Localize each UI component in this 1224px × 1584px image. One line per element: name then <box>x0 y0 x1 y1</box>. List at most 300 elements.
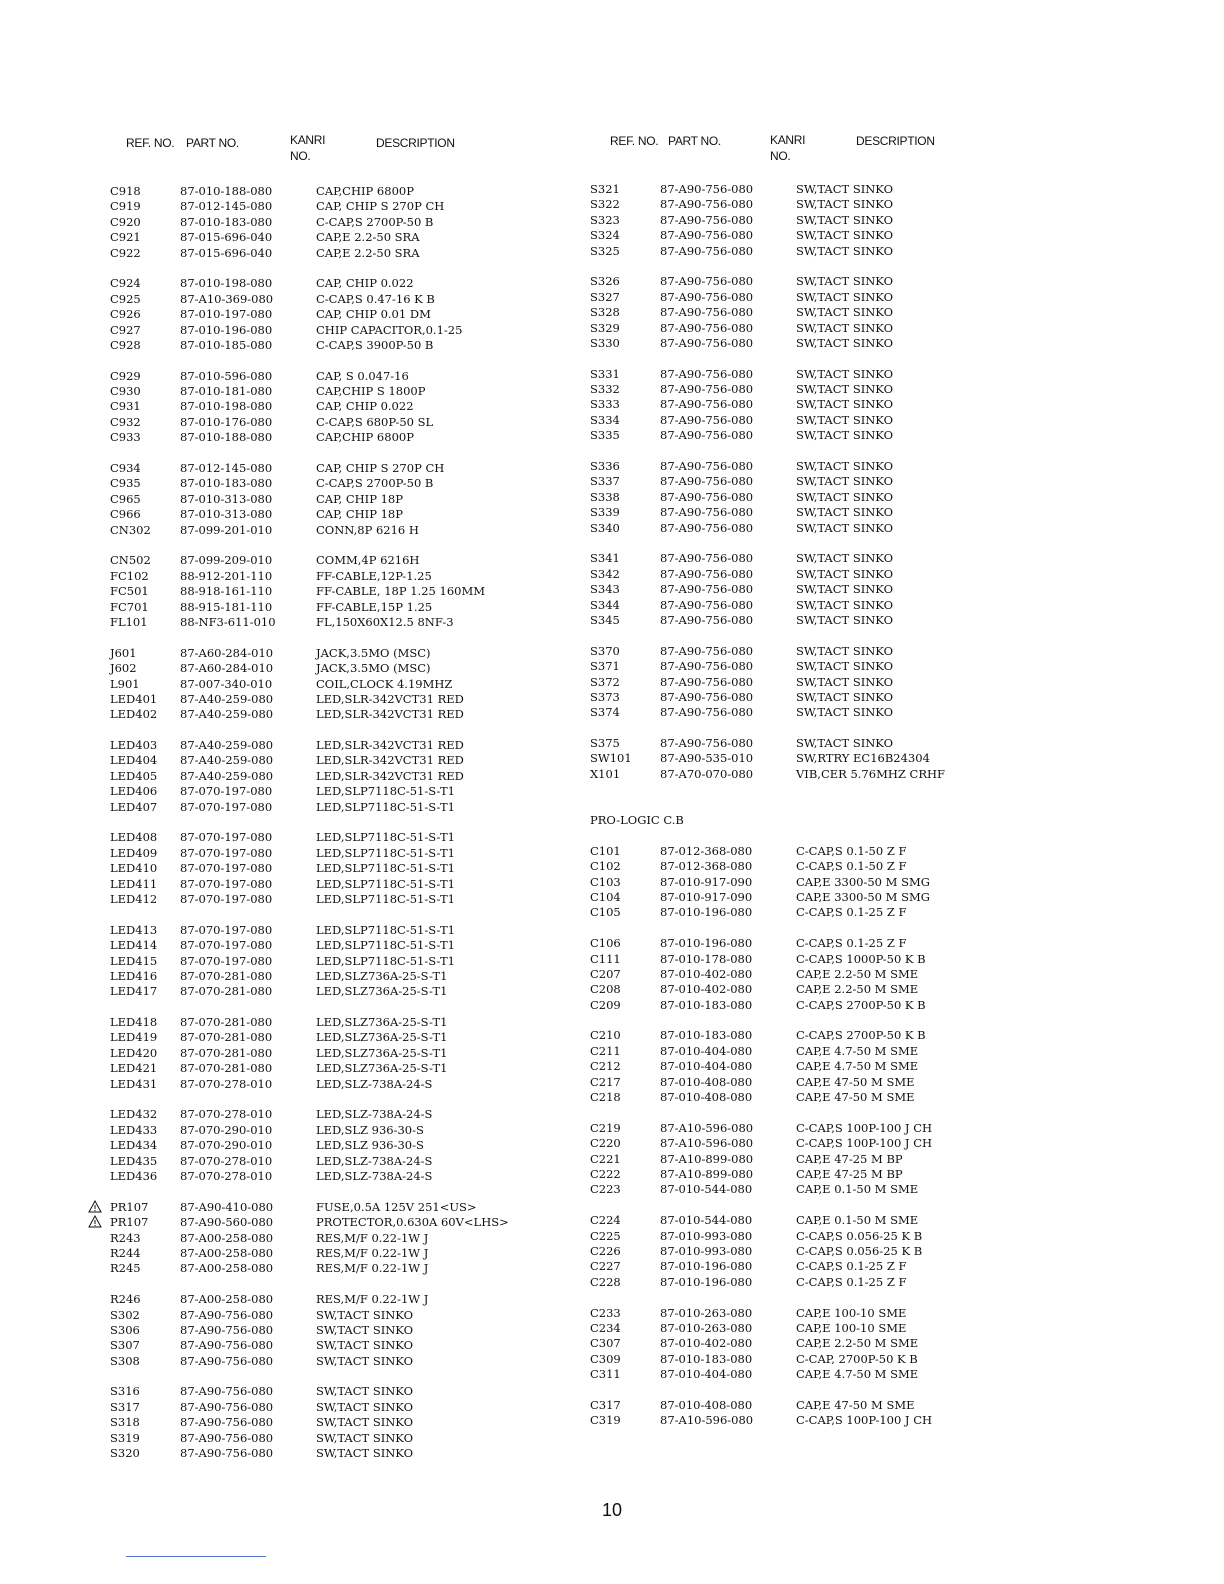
ref-no-cell: LED421 <box>110 1061 158 1076</box>
table-row <box>110 230 630 245</box>
ref-no-cell: S329 <box>590 320 620 335</box>
table-row <box>590 1352 1110 1367</box>
ref-no-cell: LED417 <box>110 984 158 999</box>
row-spacer <box>110 907 630 922</box>
table-row <box>590 998 1110 1013</box>
description-cell: LED,SLP7118C-51-S-T1 <box>316 830 455 845</box>
part-no-cell: 87-099-201-010 <box>180 522 273 537</box>
table-row <box>110 951 630 969</box>
description-cell: CAP, CHIP 0.01 DM <box>316 307 431 322</box>
table-row <box>590 1413 1110 1428</box>
table-row <box>110 753 630 768</box>
description-cell: LED,SLP7118C-51-S-T1 <box>316 891 455 906</box>
part-no-cell: 87-A90-535-010 <box>660 751 754 766</box>
table-row <box>590 952 1110 967</box>
part-no-cell: 87-A90-756-080 <box>660 397 754 412</box>
ref-no-cell: C311 <box>590 1367 621 1382</box>
description-cell: LED,SLZ-738A-24-S <box>316 1169 433 1183</box>
part-no-cell: 87-A40-259-080 <box>180 691 274 706</box>
ref-no-cell: SW101 <box>590 751 632 766</box>
description-cell: CAP,E 0.1-50 M SME <box>796 1213 919 1228</box>
row-spacer <box>590 1290 1110 1305</box>
table-row <box>110 520 630 538</box>
description-cell: CAP, CHIP 18P <box>316 507 403 522</box>
part-no-cell: 87-A00-258-080 <box>180 1292 274 1307</box>
description-cell: LED,SLZ736A-25-S-T1 <box>316 1045 448 1060</box>
table-row <box>590 1182 1110 1197</box>
part-no-cell: 87-012-368-080 <box>660 859 753 874</box>
description-cell: CAP,E 4.7-50 M SME <box>796 1043 919 1058</box>
ref-no-cell: C218 <box>590 1090 621 1105</box>
part-no-cell: 88-NF3-611-010 <box>180 614 276 629</box>
table-row <box>590 336 1110 351</box>
part-no-cell: 87-A90-756-080 <box>180 1322 274 1337</box>
ref-no-cell: C224 <box>590 1213 621 1228</box>
part-no-cell: 87-A90-756-080 <box>660 566 754 581</box>
table-row <box>590 382 1110 397</box>
row-spacer <box>110 538 630 553</box>
description-cell: CAP, S 0.047-16 <box>316 368 409 383</box>
ref-no-cell: LED431 <box>110 1076 158 1091</box>
description-cell: CHIP CAPACITOR,0.1-25 <box>316 322 463 337</box>
table-row <box>110 430 630 445</box>
part-no-cell: 87-010-993-080 <box>660 1228 753 1243</box>
ref-no-cell: C207 <box>590 966 621 981</box>
part-no-cell: 87-070-197-080 <box>180 876 273 891</box>
table-row <box>590 290 1110 305</box>
ref-no-cell: C922 <box>110 245 141 260</box>
table-row <box>110 597 630 615</box>
description-cell: CAP,E 47-50 M SME <box>796 1397 915 1412</box>
table-row <box>590 675 1110 690</box>
table-row <box>590 767 1110 782</box>
ref-no-cell: C930 <box>110 384 141 399</box>
table-row <box>110 1030 630 1045</box>
description-cell: SW,TACT SINKO <box>796 335 894 350</box>
part-no-cell: 87-070-278-010 <box>180 1169 273 1183</box>
description-cell: COMM,4P 6216H <box>316 553 420 568</box>
ref-no-cell: LED406 <box>110 784 158 799</box>
table-row <box>110 738 630 753</box>
description-cell: CAP,E 47-25 M BP <box>796 1167 903 1181</box>
ref-no-cell: S334 <box>590 412 620 427</box>
table-row <box>110 830 630 845</box>
right-parts-list <box>590 182 1110 1429</box>
description-cell: LED,SLZ736A-25-S-T1 <box>316 1061 448 1076</box>
ref-no-cell: S326 <box>590 274 620 289</box>
part-no-cell: 87-070-197-080 <box>180 830 273 845</box>
ref-no-cell: C926 <box>110 307 141 322</box>
description-cell: SW,TACT SINKO <box>796 674 894 689</box>
header-part-no: PART NO. <box>668 134 721 148</box>
ref-no-cell: LED408 <box>110 830 158 845</box>
table-row <box>590 659 1110 674</box>
ref-no-cell: S337 <box>590 474 620 489</box>
ref-no-cell: LED409 <box>110 845 158 860</box>
ref-no-cell: C934 <box>110 461 141 476</box>
table-row <box>110 1243 630 1261</box>
description-cell: SW,TACT SINKO <box>796 551 894 566</box>
ref-no-cell: S322 <box>590 197 620 212</box>
table-row <box>110 674 630 692</box>
table-row <box>110 1107 630 1122</box>
description-cell: CAP,E 4.7-50 M SME <box>796 1059 919 1074</box>
description-cell: SW,TACT SINKO <box>796 382 894 397</box>
part-no-cell: 87-010-196-080 <box>660 905 753 920</box>
part-no-cell: 87-010-408-080 <box>660 1090 753 1105</box>
table-row <box>110 199 630 214</box>
ref-no-cell: C226 <box>590 1243 621 1258</box>
part-no-cell: 87-A90-756-080 <box>660 274 754 289</box>
part-no-cell: 87-010-404-080 <box>660 1367 753 1382</box>
ref-no-cell: S318 <box>110 1415 140 1430</box>
row-spacer <box>110 1092 630 1107</box>
row-spacer <box>590 444 1110 459</box>
ref-no-cell: S323 <box>590 212 620 227</box>
description-cell: LED,SLR-342VCT31 RED <box>316 753 464 768</box>
description-cell: SW,TACT SINKO <box>796 305 894 320</box>
description-cell: SW,TACT SINKO <box>796 182 894 196</box>
ref-no-cell: LED416 <box>110 968 158 983</box>
ref-no-cell: S342 <box>590 566 620 581</box>
table-row <box>590 582 1110 597</box>
ref-no-cell: CN302 <box>110 522 151 537</box>
part-no-cell: 87-A90-756-080 <box>660 289 754 304</box>
part-no-cell: 87-099-209-010 <box>180 553 273 568</box>
part-no-cell: 87-070-197-080 <box>180 784 273 799</box>
part-no-cell: 87-A90-756-080 <box>180 1353 274 1368</box>
part-no-cell: 87-A90-756-080 <box>660 459 754 474</box>
table-row <box>110 1074 630 1092</box>
header-ref-no: REF. NO. <box>610 134 659 148</box>
ref-no-cell: S345 <box>590 612 620 627</box>
ref-no-cell: S302 <box>110 1307 140 1322</box>
ref-no-cell: CN502 <box>110 553 151 568</box>
part-no-cell: 87-010-402-080 <box>660 982 753 997</box>
description-cell: CAP,E 2.2-50 SRA <box>316 230 420 245</box>
table-row <box>590 397 1110 412</box>
table-row <box>590 1075 1110 1090</box>
description-cell: CAP,E 47-50 M SME <box>796 1074 915 1089</box>
part-no-cell: 87-010-196-080 <box>660 936 753 951</box>
ref-no-cell: C102 <box>590 859 621 874</box>
ref-no-cell: X101 <box>590 766 621 781</box>
ref-no-cell: LED411 <box>110 876 158 891</box>
table-row <box>110 1043 630 1061</box>
ref-no-cell: C966 <box>110 507 141 522</box>
row-spacer <box>110 997 630 1015</box>
part-no-cell: 87-A90-756-080 <box>660 612 754 627</box>
ref-no-cell: C217 <box>590 1074 621 1089</box>
table-row <box>590 367 1110 382</box>
table-row <box>110 707 630 722</box>
part-no-cell: 87-A90-756-080 <box>660 582 754 597</box>
part-no-cell: 87-A90-756-080 <box>660 412 754 427</box>
ref-no-cell: LED412 <box>110 891 158 906</box>
part-no-cell: 87-A90-756-080 <box>660 505 754 520</box>
description-cell: LED,SLZ 936-30-S <box>316 1138 424 1153</box>
ref-no-cell: S306 <box>110 1322 140 1337</box>
table-row <box>110 1169 630 1184</box>
description-cell: SW,TACT SINKO <box>796 228 894 243</box>
description-cell: C-CAP,S 0.47-16 K B <box>316 291 435 306</box>
table-row <box>110 938 630 953</box>
table-row <box>110 584 630 599</box>
ref-no-cell: S317 <box>110 1399 140 1414</box>
table-row <box>110 1061 630 1076</box>
table-row <box>590 1321 1110 1336</box>
ref-no-cell: FC701 <box>110 599 149 614</box>
warning-triangle-icon <box>88 1200 102 1213</box>
table-row <box>590 690 1110 705</box>
table-row <box>590 1090 1110 1105</box>
table-row <box>590 274 1110 289</box>
description-cell: C-CAP,S 2700P-50 B <box>316 214 434 229</box>
ref-no-cell: C103 <box>590 874 621 889</box>
description-cell: COIL,CLOCK 4.19MHZ <box>316 676 453 691</box>
description-cell: LED,SLZ 936-30-S <box>316 1122 424 1137</box>
table-row <box>110 412 630 430</box>
description-cell: SW,TACT SINKO <box>316 1353 414 1368</box>
ref-no-cell: LED432 <box>110 1107 158 1122</box>
part-no-cell: 87-A90-756-080 <box>660 335 754 350</box>
description-cell: SW,TACT SINKO <box>796 397 894 412</box>
part-no-cell: 87-A60-284-010 <box>180 661 274 676</box>
part-no-cell: 87-A90-756-080 <box>660 736 754 751</box>
description-cell: LED,SLP7118C-51-S-T1 <box>316 784 455 799</box>
ref-no-cell: C223 <box>590 1182 621 1197</box>
part-no-cell: 87-A10-369-080 <box>180 291 274 306</box>
description-cell: LED,SLP7118C-51-S-T1 <box>316 953 455 968</box>
description-cell: CAP,E 0.1-50 M SME <box>796 1182 919 1197</box>
table-row <box>590 598 1110 613</box>
table-row <box>590 1398 1110 1413</box>
description-cell: RES,M/F 0.22-1W J <box>316 1245 429 1260</box>
table-row <box>590 1229 1110 1244</box>
ref-no-cell: LED405 <box>110 768 158 783</box>
table-row <box>110 1228 630 1246</box>
description-cell: LED,SLZ-738A-24-S <box>316 1076 433 1091</box>
description-cell: CAP,E 3300-50 M SMG <box>796 889 930 904</box>
ref-no-cell: L901 <box>110 676 140 691</box>
ref-no-cell: C220 <box>590 1136 621 1151</box>
part-no-cell: 87-A90-756-080 <box>660 382 754 397</box>
part-no-cell: 87-010-917-090 <box>660 889 753 904</box>
description-cell: LED,SLR-342VCT31 RED <box>316 707 464 722</box>
section-title: PRO-LOGIC C.B <box>590 813 684 828</box>
row-spacer <box>110 446 630 461</box>
ref-no-cell: C928 <box>110 337 141 352</box>
part-no-cell: 87-A10-899-080 <box>660 1167 754 1181</box>
part-no-cell: 87-A90-756-080 <box>180 1399 274 1414</box>
description-cell: C-CAP,S 2700P-50 B <box>316 476 434 491</box>
description-cell: CAP,CHIP 6800P <box>316 430 414 445</box>
ref-no-cell: C222 <box>590 1167 621 1181</box>
ref-no-cell: S321 <box>590 182 620 196</box>
description-cell: C-CAP,S 0.1-25 Z F <box>796 936 907 951</box>
description-cell: SW,TACT SINKO <box>796 474 894 489</box>
ref-no-cell: C319 <box>590 1413 621 1428</box>
ref-no-cell: LED402 <box>110 707 158 722</box>
table-row <box>590 613 1110 628</box>
part-no-cell: 87-010-198-080 <box>180 276 273 291</box>
table-row <box>110 1305 630 1323</box>
description-cell: C-CAP,S 0.1-50 Z F <box>796 843 907 858</box>
ref-no-cell: S336 <box>590 459 620 474</box>
description-cell: FF-CABLE,15P 1.25 <box>316 599 433 614</box>
row-spacer <box>590 828 1110 843</box>
part-no-cell: 87-010-183-080 <box>180 214 273 229</box>
part-no-cell: 87-015-696-040 <box>180 230 273 245</box>
table-row <box>590 875 1110 890</box>
ref-no-cell: LED404 <box>110 753 158 768</box>
table-row <box>110 689 630 707</box>
description-cell: CAP, CHIP S 270P CH <box>316 199 445 214</box>
part-no-cell: 87-010-544-080 <box>660 1213 753 1228</box>
description-cell: CAP,E 3300-50 M SMG <box>796 874 930 889</box>
ref-no-cell: C921 <box>110 230 141 245</box>
ref-no-cell: C212 <box>590 1059 621 1074</box>
part-no-cell: 87-A40-259-080 <box>180 707 274 722</box>
description-cell: LED,SLZ736A-25-S-T1 <box>316 984 448 999</box>
description-cell: C-CAP,S 3900P-50 B <box>316 337 434 352</box>
part-no-cell: 87-A90-756-080 <box>180 1415 274 1430</box>
table-row <box>110 289 630 307</box>
ref-no-cell: S319 <box>110 1430 140 1445</box>
table-row <box>110 1015 630 1030</box>
ref-no-cell: LED433 <box>110 1122 158 1137</box>
description-cell: SW,TACT SINKO <box>796 736 894 751</box>
table-row <box>110 984 630 999</box>
ref-no-cell: LED419 <box>110 1030 158 1045</box>
description-cell: LED,SLP7118C-51-S-T1 <box>316 861 455 876</box>
row-spacer <box>590 721 1110 736</box>
part-no-cell: 87-010-196-080 <box>660 1259 753 1274</box>
row-spacer <box>590 351 1110 366</box>
ref-no-cell: S343 <box>590 582 620 597</box>
part-no-cell: 87-010-596-080 <box>180 368 273 383</box>
description-cell: CAP, CHIP 18P <box>316 491 403 506</box>
ref-no-cell: S333 <box>590 397 620 412</box>
ref-no-cell: S327 <box>590 289 620 304</box>
part-no-cell: 87-010-402-080 <box>660 1336 753 1351</box>
description-cell: SW,TACT SINKO <box>316 1430 414 1445</box>
description-cell: CAP, CHIP S 270P CH <box>316 461 445 476</box>
ref-no-cell: LED403 <box>110 738 158 753</box>
table-row <box>590 551 1110 566</box>
description-cell: LED,SLP7118C-51-S-T1 <box>316 845 455 860</box>
part-no-cell: 87-A00-258-080 <box>180 1245 274 1260</box>
table-row <box>110 335 630 353</box>
table-row <box>110 1384 630 1399</box>
table-row <box>110 1320 630 1338</box>
table-row <box>590 1044 1110 1059</box>
table-row <box>110 1200 630 1215</box>
table-row <box>110 1120 630 1138</box>
ref-no-cell: LED436 <box>110 1169 158 1183</box>
row-spacer <box>110 723 630 738</box>
table-row <box>590 736 1110 751</box>
ref-no-cell: C233 <box>590 1305 621 1320</box>
part-no-cell: 87-A90-756-080 <box>660 428 754 443</box>
part-no-cell: 87-010-198-080 <box>180 399 273 414</box>
part-no-cell: 87-A90-756-080 <box>660 705 754 720</box>
table-row <box>110 800 630 815</box>
table-row <box>590 859 1110 874</box>
header-ref-no: REF. NO. <box>126 136 175 150</box>
part-no-cell: 87-A40-259-080 <box>180 753 274 768</box>
description-cell: FF-CABLE,12P-1.25 <box>316 568 432 583</box>
part-no-cell: 87-A90-756-080 <box>660 520 754 535</box>
part-no-cell: 87-070-278-010 <box>180 1076 273 1091</box>
description-cell: SW,TACT SINKO <box>796 566 894 581</box>
description-cell: CAP,E 2.2-50 M SME <box>796 966 919 981</box>
table-row <box>590 197 1110 212</box>
description-cell: SW,TACT SINKO <box>796 612 894 627</box>
part-no-cell: 87-010-404-080 <box>660 1059 753 1074</box>
ref-no-cell: PR107 <box>110 1215 149 1230</box>
row-spacer <box>590 1013 1110 1028</box>
ref-no-cell: R244 <box>110 1245 141 1260</box>
part-no-cell: 87-A90-756-080 <box>660 243 754 258</box>
part-no-cell: 87-A90-756-080 <box>180 1338 274 1353</box>
part-no-cell: 87-010-263-080 <box>660 1320 753 1335</box>
part-no-cell: 87-070-197-080 <box>180 953 273 968</box>
description-cell: SW,TACT SINKO <box>796 459 894 474</box>
description-cell: LED,SLR-342VCT31 RED <box>316 768 464 783</box>
part-no-cell: 87-A90-756-080 <box>660 320 754 335</box>
description-cell: FL,150X60X12.5 8NF-3 <box>316 614 454 629</box>
table-row <box>110 1261 630 1276</box>
description-cell: SW,TACT SINKO <box>316 1307 414 1322</box>
part-no-cell: 87-010-402-080 <box>660 966 753 981</box>
row-spacer <box>110 1274 630 1292</box>
part-no-cell: 87-010-917-090 <box>660 874 753 889</box>
part-no-cell: 87-010-196-080 <box>660 1274 753 1289</box>
table-row <box>110 874 630 892</box>
part-no-cell: 87-010-176-080 <box>180 414 273 429</box>
ref-no-cell: S328 <box>590 305 620 320</box>
description-cell: LED,SLR-342VCT31 RED <box>316 691 464 706</box>
section-heading <box>590 813 1110 828</box>
description-cell: SW,TACT SINKO <box>796 520 894 535</box>
part-no-cell: 87-010-188-080 <box>180 184 273 198</box>
table-row <box>590 305 1110 320</box>
ref-no-cell: S370 <box>590 643 620 658</box>
description-cell: C-CAP,S 680P-50 SL <box>316 414 434 429</box>
description-cell: CAP,CHIP 6800P <box>316 184 414 198</box>
ref-no-cell: C101 <box>590 843 621 858</box>
description-cell: LED,SLZ-738A-24-S <box>316 1153 433 1168</box>
ref-no-cell: S307 <box>110 1338 140 1353</box>
part-no-cell: 87-010-183-080 <box>660 997 753 1012</box>
table-row <box>110 1351 630 1369</box>
table-row <box>110 1415 630 1430</box>
part-no-cell: 87-A90-756-080 <box>660 228 754 243</box>
description-cell: LED,SLZ-738A-24-S <box>316 1107 433 1122</box>
table-row <box>110 320 630 338</box>
description-cell: JACK,3.5MO (MSC) <box>316 661 431 676</box>
description-cell: C-CAP,S 100P-100 J CH <box>796 1413 933 1428</box>
ref-no-cell: S372 <box>590 674 620 689</box>
table-row <box>590 521 1110 536</box>
left-parts-list <box>110 184 630 1461</box>
part-no-cell: 87-012-368-080 <box>660 843 753 858</box>
header-description: DESCRIPTION <box>376 136 455 150</box>
part-no-cell: 87-070-197-080 <box>180 799 273 814</box>
part-no-cell: 87-070-197-080 <box>180 922 273 937</box>
table-row <box>590 1275 1110 1290</box>
